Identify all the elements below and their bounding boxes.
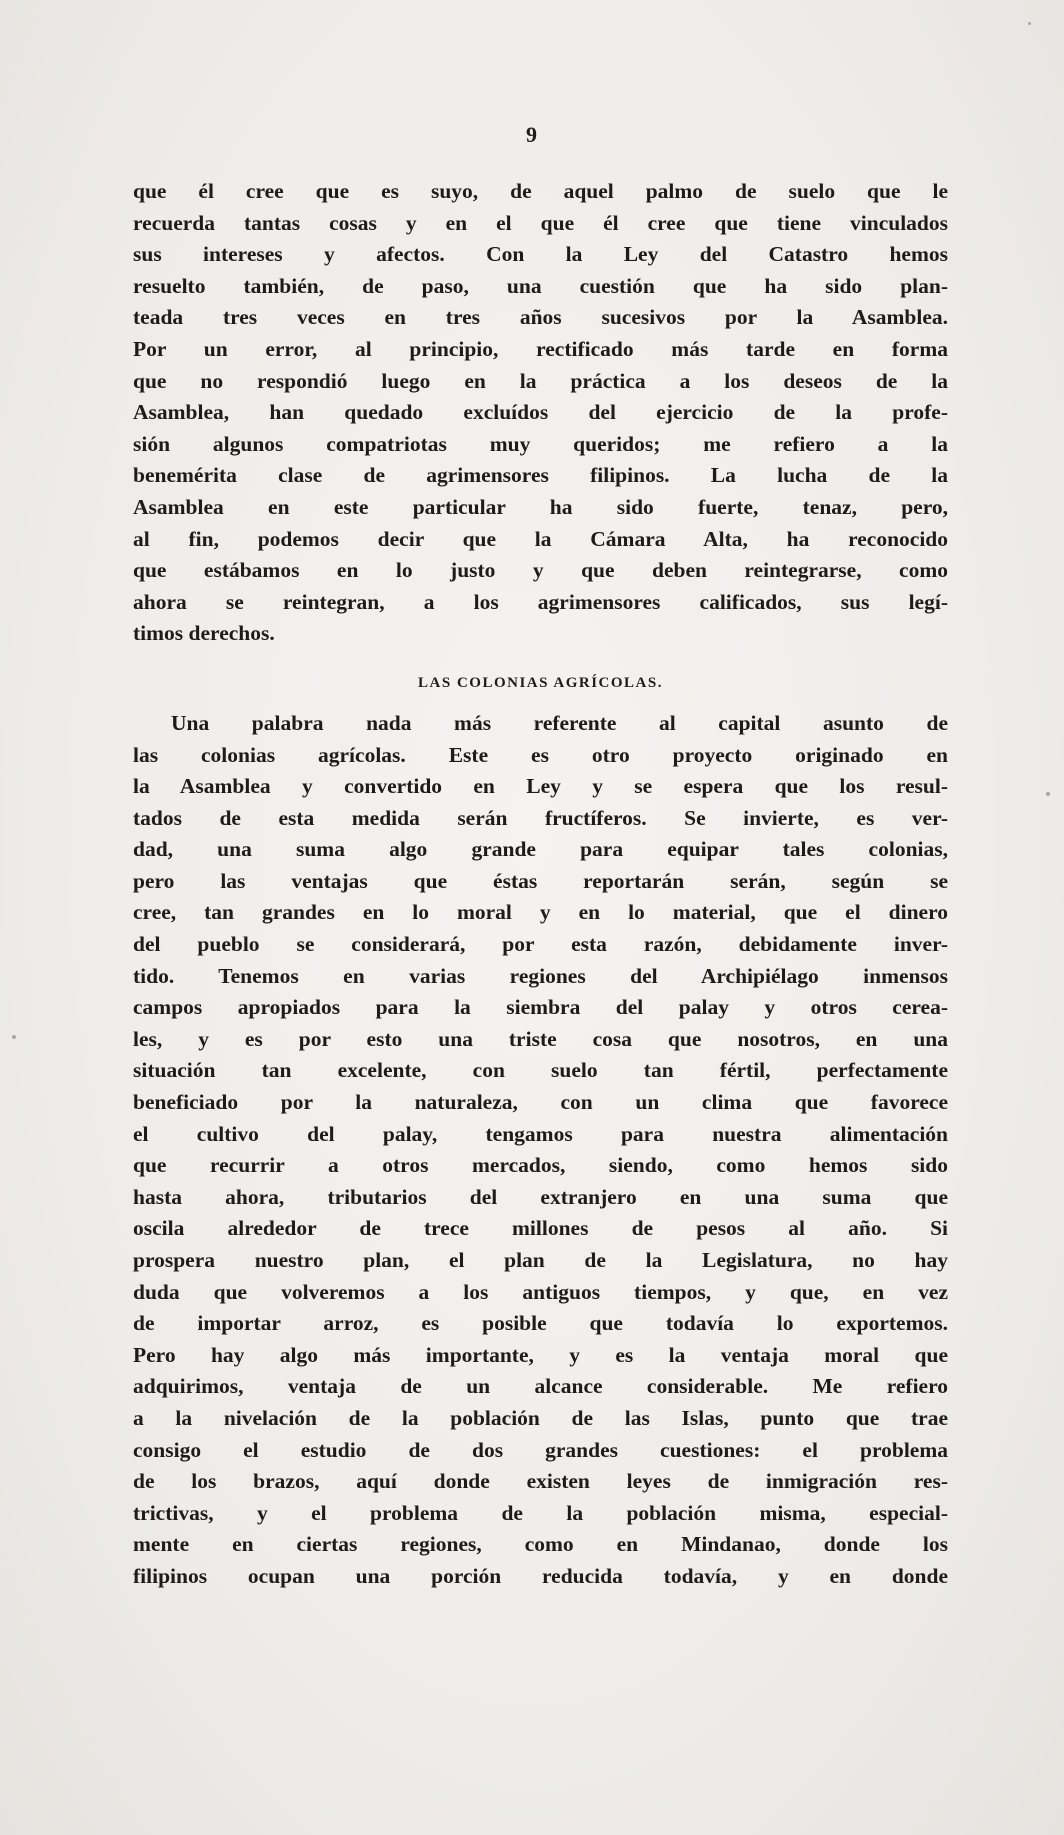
text-line: duda que volveremos a los antiguos tiempos, y que, en vez [133, 1279, 948, 1304]
text-line: timos derechos. [133, 621, 275, 646]
text-line: cree, tan grandes en lo moral y en lo material, que el dinero [133, 900, 948, 925]
text-line: del pueblo se considerará, por esta razón, debidamente inver- [133, 932, 948, 957]
paragraph-1 [133, 176, 948, 650]
text-line: situación tan excelente, con suelo tan fértil, perfectamente [133, 1058, 948, 1083]
paper-speck [1046, 792, 1050, 796]
text-line: de importar arroz, es posible que todavía lo exportemos. [133, 1311, 948, 1336]
text-line: benemérita clase de agrimensores filipinos. La lucha de la [133, 463, 948, 488]
text-line: oscila alrededor de trece millones de pesos al año. Si [133, 1216, 948, 1241]
text-line: recuerda tantas cosas y en el que él cree que tiene vinculados [133, 210, 948, 235]
text-line: al fin, podemos decir que la Cámara Alta, ha reconocido [133, 526, 948, 551]
text-line: consigo el estudio de dos grandes cuestiones: el problema [133, 1437, 948, 1462]
text-line: trictivas, y el problema de la población misma, especial- [133, 1500, 948, 1525]
text-line: dad, una suma algo grande para equipar tales colonias, [133, 837, 948, 862]
text-line: Por un error, al principio, rectificado más tarde en forma [133, 336, 948, 361]
paper-speck [12, 1035, 16, 1039]
text-line: que recurrir a otros mercados, siendo, como hemos sido [133, 1153, 948, 1178]
text-line: resuelto también, de paso, una cuestión que ha sido plan- [133, 273, 948, 298]
text-line: que estábamos en lo justo y que deben reintegrarse, como [133, 558, 948, 583]
text-line: Asamblea en este particular ha sido fuerte, tenaz, pero, [133, 494, 948, 519]
paragraph-2 [133, 708, 948, 1593]
text-line: Una palabra nada más referente al capital asunto de [171, 710, 948, 735]
text-line: sión algunos compatriotas muy queridos; me refiero a la [133, 431, 948, 456]
text-line: sus intereses y afectos. Con la Ley del Catastro hemos [133, 242, 948, 267]
text-line: tido. Tenemos en varias regiones del Archipiélago inmensos [133, 963, 948, 988]
text-line: beneficiado por la naturaleza, con un clima que favorece [133, 1090, 948, 1115]
text-line: de los brazos, aquí donde existen leyes de inmigración res- [133, 1469, 948, 1494]
text-line: campos apropiados para la siembra del palay y otros cerea- [133, 995, 948, 1020]
text-line: Asamblea, han quedado excluídos del ejercicio de la profe- [133, 400, 948, 425]
page-number: 9 [526, 122, 538, 147]
text-line: les, y es por esto una triste cosa que nosotros, en una [133, 1026, 948, 1051]
text-line: que no respondió luego en la práctica a los deseos de la [133, 368, 948, 393]
text-line: teada tres veces en tres años sucesivos por la Asamblea. [133, 305, 948, 330]
text-line: pero las ventajas que éstas reportarán serán, según se [133, 868, 948, 893]
text-line: filipinos ocupan una porción reducida todavía, y en donde [133, 1563, 948, 1588]
text-line: prospera nuestro plan, el plan de la Legislatura, no hay [133, 1248, 948, 1272]
text-line: las colonias agrícolas. Este es otro proyecto originado en [133, 742, 948, 767]
text-line: tados de esta medida serán fructíferos. Se invierte, es ver- [133, 805, 948, 830]
body-text [133, 176, 948, 1593]
text-line: el cultivo del palay, tengamos para nuestra alimentación [133, 1121, 948, 1146]
text-line: que él cree que es suyo, de aquel palmo de suelo que le [133, 179, 948, 203]
text-line: a la nivelación de la población de las Islas, punto que trae [133, 1405, 948, 1430]
text-line: Pero hay algo más importante, y es la ventaja moral que [133, 1342, 948, 1367]
paper-speck [1028, 22, 1031, 25]
text-line: adquirimos, ventaja de un alcance considerable. Me refiero [133, 1374, 948, 1399]
text-line: ahora se reintegran, a los agrimensores calificados, sus legí- [133, 589, 948, 614]
section-heading: LAS COLONIAS AGRÍCOLAS. [418, 674, 663, 691]
text-line: la Asamblea y convertido en Ley y se espera que los resul- [133, 774, 948, 799]
text-line: hasta ahora, tributarios del extranjero en una suma que [133, 1184, 948, 1209]
text-line: mente en ciertas regiones, como en Mindanao, donde los [133, 1532, 948, 1557]
